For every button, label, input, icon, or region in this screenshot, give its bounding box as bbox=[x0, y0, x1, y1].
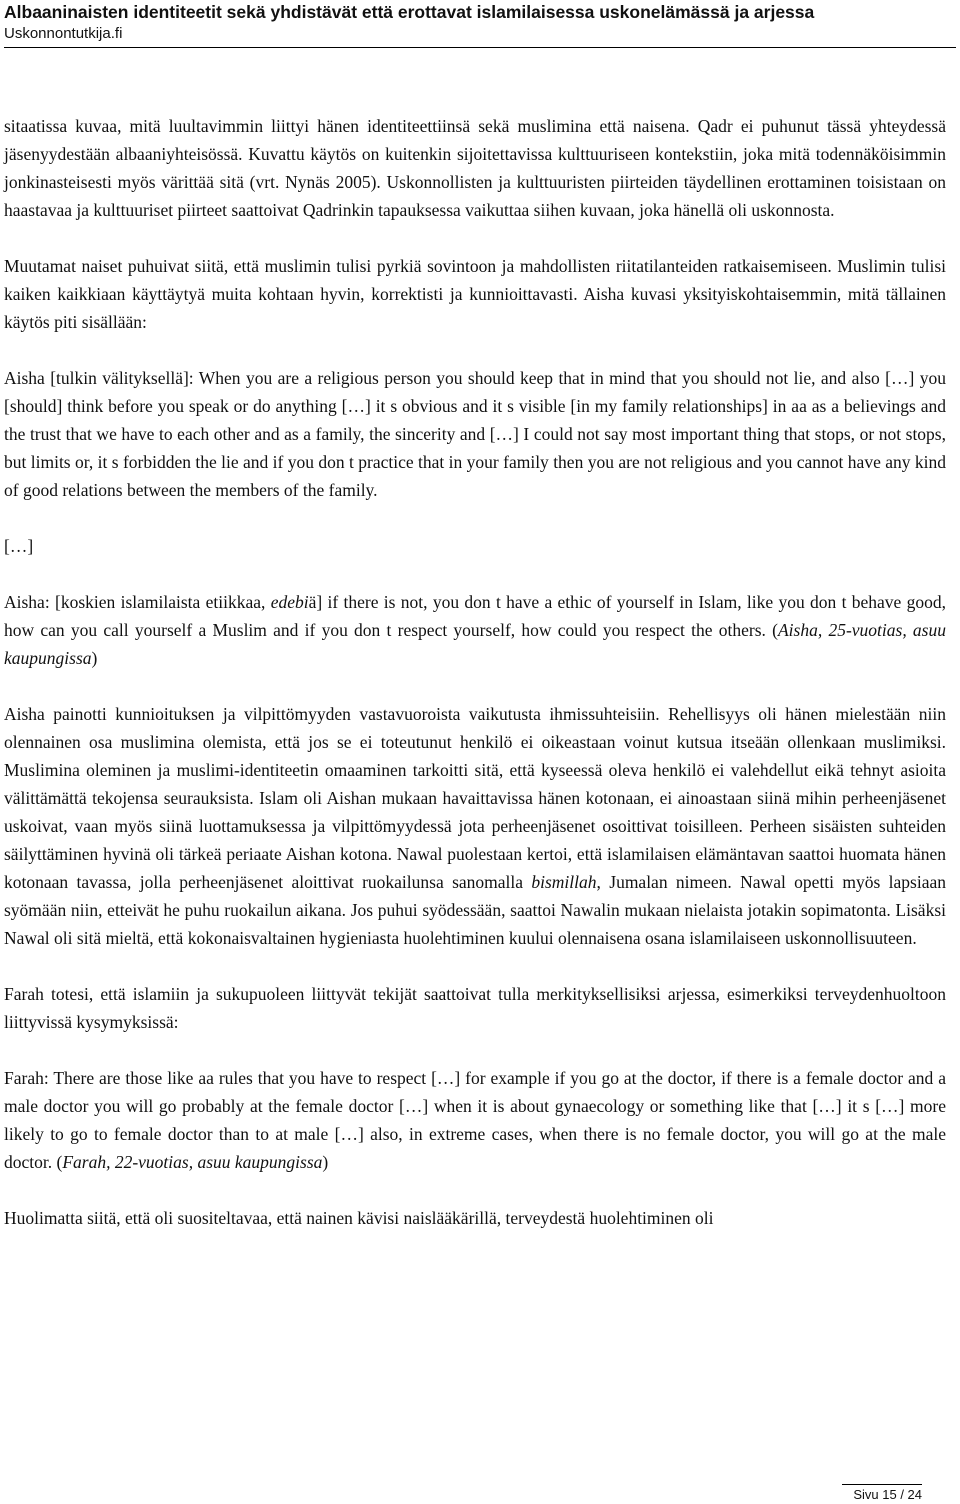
page-number: Sivu 15 / 24 bbox=[853, 1487, 922, 1502]
speaker-citation: Farah, 22-vuotias, asuu kaupungissa bbox=[62, 1152, 323, 1172]
interview-quote bbox=[4, 1064, 946, 1176]
site-name: Uskonnontutkija.fi bbox=[4, 25, 123, 42]
page-footer bbox=[842, 1484, 922, 1504]
quote-text: Farah: There are those like aa rules that you have to respect […] for example if you go at the doctor, if there is a female doctor and a male doctor you will go probably at the female doctor […] when it is about gynaecology or something like that […] it s […] more likely to go to female doctor than to at male […] also, in extreme cases, when there is no female doctor, you will go at the male doctor. ( bbox=[4, 1068, 946, 1172]
header-divider bbox=[4, 47, 956, 48]
page-header bbox=[4, 0, 956, 44]
term-emphasis: bismillah bbox=[531, 872, 597, 892]
body-paragraph: Huolimatta siitä, että oli suositeltavaa, että nainen kävisi naislääkärillä, terveydestä huolehtiminen oli bbox=[4, 1208, 714, 1228]
quote-text: ä] if there is not, you don t have a ethic of yourself in Islam, like you don t behave good, how can you call yourself a Muslim and if you don t respect yourself, how could you respect the others. ( bbox=[4, 592, 946, 640]
ellipsis-marker: […] bbox=[4, 536, 34, 556]
body-paragraph bbox=[4, 700, 946, 952]
body-paragraph: Farah totesi, että islamiin ja sukupuoleen liittyvät tekijät saattoivat tulla merkityksellisiksi arjessa, esimerkiksi terveydenhuoltoon liittyvissä kysymyksissä: bbox=[4, 984, 946, 1032]
speaker-citation: Aisha, 25-vuotias, asuu kaupungissa bbox=[4, 620, 946, 668]
document-body bbox=[4, 112, 946, 1232]
body-paragraph: sitaatissa kuvaa, mitä luultavimmin liittyi hänen identiteettiinsä sekä muslimina että naisena. Qadr ei puhunut tässä yhteydessä jäsenyydestään albaaniyhteisössä. Kuvattu käytös on kuitenkin sijoitettavissa kulttuuriseen kontekstiin, joka mitä todennäköisimmin jonkinasteisesti myös värittää sitä (vrt. Nynäs 2005). Uskonnollisten ja kulttuuristen piirteiden täydellinen erottaminen toisistaan on haastavaa ja kulttuuriset piirteet saattoivat Qadrinkin tapauksessa vaikuttaa siihen kuvaan, joka hänellä oli uskonnosta. bbox=[4, 116, 946, 220]
interview-quote: Aisha [tulkin välityksellä]: When you are a religious person you should keep that in mind that you should not lie, and also […] you [should] think before you speak or do anything […] it s obvious and it s visible [in my family relationships] in aa as a believings and the trust that we have to each other and as a family, the sincerity and […] I could not say most important thing that stops, or not stops, but limits or, it s forbidden the lie and if you don t practice that in your family then you are not religious and you cannot have any kind of good relations between the members of the family. bbox=[4, 368, 946, 500]
citation-close: ) bbox=[322, 1152, 329, 1172]
body-paragraph: Muutamat naiset puhuivat siitä, että muslimin tulisi pyrkiä sovintoon ja mahdollisten riitatilanteiden ratkaisemiseen. Muslimin tulisi kaiken kaikkiaan käyttäytyä muita kohtaan hyvin, korrektisti ja kunnioittavasti. Aisha kuvasi yksityiskohtaisemmin, mitä tällainen käytös piti sisällään: bbox=[4, 256, 946, 332]
document-title: Albaaninaisten identiteetit sekä yhdistävät että erottavat islamilaisessa uskonelämässä ja arjessa bbox=[4, 2, 815, 22]
interview-quote bbox=[4, 588, 946, 672]
quote-text: Aisha: [koskien islamilaista etiikkaa, bbox=[4, 592, 271, 612]
paragraph-text: Aisha painotti kunnioituksen ja vilpittömyyden vastavuoroista vaikutusta ihmissuhteisiin. Rehellisyys oli hänen mielestään niin olennainen osa muslimina olemista, että jos se ei toteutunut henkilö ei oikeastaan voinut kutsua itseään ollenkaan muslimiksi. Muslimina oleminen ja muslimi-identiteetin omaaminen tarkoitti sitä, että kyseessä oleva henkilö ei valehdellut eikä tehnyt asioita välittämättä tekojensa seurauksista. Islam oli Aishan mukaan havaittavissa hänen kotonaan, ei ainoastaan siinä mihin perheenjäsenet uskoivat, vaan myös siinä luottamuksessa ja vilpittömyydessä jota perheenjäsenet osoittivat toisilleen. Perheen sisäisten suhteiden säilyttäminen hyvinä oli tärkeä periaate Aishan kotona. Nawal puolestaan kertoi, että islamilaisen elämäntavan saattoi huomata hänen kotonaan tavassa, jolla perheenjäsenet aloittivat ruokailunsa sanomalla bbox=[4, 704, 946, 892]
term-emphasis: edebi bbox=[270, 592, 309, 612]
citation-close: ) bbox=[91, 648, 98, 668]
paragraph-text: , Jumalan nimeen. Nawal opetti myös lapsiaan syömään niin, etteivät he puhu ruokailun aikana. Jos puhui syödessään, saattoi Nawalin mukaan nielaista jotakin sopimatonta. Lisäksi Nawal oli sitä mieltä, että kokonaisvaltainen hygieniasta huolehtiminen kuului olennaisena osana islamilaiseen uskonnollisuuteen. bbox=[4, 872, 946, 948]
